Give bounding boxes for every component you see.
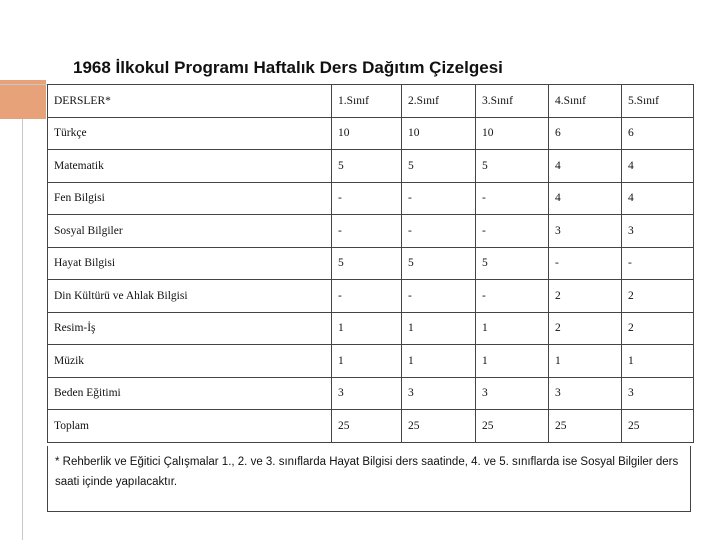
hours-cell: - (332, 215, 402, 248)
hours-cell: - (476, 215, 549, 248)
hours-cell: 3 (549, 377, 622, 410)
hours-cell: 1 (402, 345, 476, 378)
hours-cell: 10 (402, 117, 476, 150)
header-cell: 3.Sınıf (476, 85, 549, 118)
subject-cell: Türkçe (48, 117, 332, 150)
table-row (48, 280, 694, 313)
subject-cell: Sosyal Bilgiler (48, 215, 332, 248)
hours-cell: 5 (402, 150, 476, 183)
subject-cell: Toplam (48, 410, 332, 443)
subject-cell: Beden Eğitimi (48, 377, 332, 410)
hours-cell: 4 (622, 150, 694, 183)
hours-cell: 1 (332, 345, 402, 378)
hours-cell: 25 (332, 410, 402, 443)
footnote: * Rehberlik ve Eğitici Çalışmalar 1., 2. ve 3. sınıflarda Hayat Bilgisi ders saatinde, 4. ve 5. sınıflarda ise Sosyal Bilgiler ders saati içinde yapılacaktır. (47, 446, 691, 512)
table-header-row (48, 85, 694, 118)
page-title: 1968 İlkokul Programı Haftalık Ders Dağıtım Çizelgesi (73, 58, 503, 77)
subject-cell: Din Kültürü ve Ahlak Bilgisi (48, 280, 332, 313)
schedule-table (47, 84, 694, 443)
hours-cell: 3 (622, 215, 694, 248)
hours-cell: 2 (622, 312, 694, 345)
subject-cell: Matematik (48, 150, 332, 183)
hours-cell: - (622, 247, 694, 280)
hours-cell: 1 (622, 345, 694, 378)
header-cell: 2.Sınıf (402, 85, 476, 118)
hours-cell: 2 (549, 312, 622, 345)
table-row (48, 312, 694, 345)
hours-cell: - (402, 182, 476, 215)
hours-cell: 2 (622, 280, 694, 313)
hours-cell: 4 (549, 182, 622, 215)
hours-cell: - (402, 215, 476, 248)
header-cell: 1.Sınıf (332, 85, 402, 118)
table-row (48, 377, 694, 410)
hours-cell: 5 (332, 247, 402, 280)
subject-cell: Müzik (48, 345, 332, 378)
hours-cell: - (476, 182, 549, 215)
hours-cell: 10 (476, 117, 549, 150)
subject-cell: Hayat Bilgisi (48, 247, 332, 280)
hours-cell: - (332, 182, 402, 215)
hours-cell: 10 (332, 117, 402, 150)
hours-cell: 4 (549, 150, 622, 183)
accent-bar (0, 80, 46, 119)
table-total-row (48, 410, 694, 443)
hours-cell: 4 (622, 182, 694, 215)
hours-cell: 5 (476, 150, 549, 183)
header-cell: DERSLER* (48, 85, 332, 118)
hours-cell: 6 (549, 117, 622, 150)
hours-cell: 3 (402, 377, 476, 410)
hours-cell: 6 (622, 117, 694, 150)
hours-cell: - (402, 280, 476, 313)
hours-cell: 25 (402, 410, 476, 443)
hours-cell: 25 (476, 410, 549, 443)
table-row (48, 345, 694, 378)
hours-cell: - (332, 280, 402, 313)
hours-cell: 3 (622, 377, 694, 410)
hours-cell: 1 (402, 312, 476, 345)
hours-cell: 5 (476, 247, 549, 280)
table-row (48, 150, 694, 183)
hours-cell: 1 (549, 345, 622, 378)
left-divider (22, 119, 23, 540)
hours-cell: 1 (476, 312, 549, 345)
table-row (48, 182, 694, 215)
header-cell: 5.Sınıf (622, 85, 694, 118)
header-cell: 4.Sınıf (549, 85, 622, 118)
hours-cell: 3 (549, 215, 622, 248)
hours-cell: 3 (476, 377, 549, 410)
hours-cell: - (476, 280, 549, 313)
hours-cell: 5 (332, 150, 402, 183)
hours-cell: 25 (622, 410, 694, 443)
hours-cell: 1 (476, 345, 549, 378)
hours-cell: - (549, 247, 622, 280)
hours-cell: 3 (332, 377, 402, 410)
hours-cell: 1 (332, 312, 402, 345)
table-row (48, 117, 694, 150)
subject-cell: Fen Bilgisi (48, 182, 332, 215)
hours-cell: 5 (402, 247, 476, 280)
hours-cell: 25 (549, 410, 622, 443)
table-row (48, 215, 694, 248)
hours-cell: 2 (549, 280, 622, 313)
subject-cell: Resim-İş (48, 312, 332, 345)
table-row (48, 247, 694, 280)
